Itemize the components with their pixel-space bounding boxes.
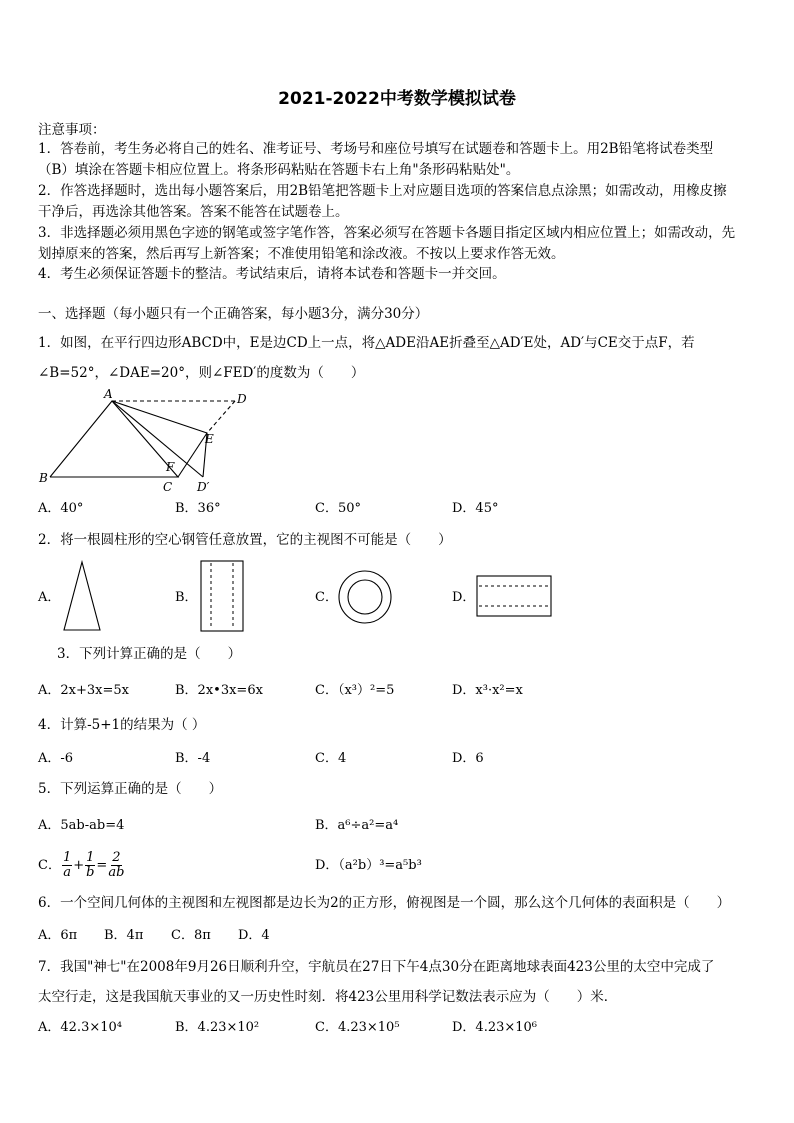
fraction: $\frac{1}{a}$ [62,849,72,880]
question-7-stem: 7．我国"神七"在2008年9月26日顺利升空，宇航员在27日下午4点30分在距离地球表面423公里的太空中完成了 [38,959,715,975]
q6-option-a[interactable]: A．6π [38,928,78,943]
q6-option-c[interactable]: C．8π [171,928,211,943]
label-F: F [166,460,175,474]
notice-line: 干净后，再选涂其他答案。答案不能答在试题卷上。 [38,204,349,220]
equals-sign: = [96,857,108,873]
q1-option-d[interactable]: D．45° [452,501,499,516]
label-A: A [104,387,113,401]
q5-option-b[interactable]: B．a⁶÷a²=a⁴ [315,818,399,833]
section-heading: 一、选择题（每小题只有一个正确答案，每小题3分，满分30分） [38,306,429,322]
q7-option-c[interactable]: C．4.23×10⁵ [315,1020,400,1035]
q1-option-c[interactable]: C．50° [315,501,361,516]
q7-option-d[interactable]: D．4.23×10⁶ [452,1020,538,1035]
q2-option-b[interactable]: B． [175,590,198,605]
q7-option-a[interactable]: A．42.3×10⁴ [38,1020,122,1035]
q4-option-b[interactable]: B．-4 [175,751,211,766]
page-title: 2021-2022中考数学模拟试卷 [278,89,516,109]
notice-line: 划掉原来的答案，然后再写上新答案；不准使用铅笔和涂改液。不按以上要求作答无效。 [38,246,565,262]
question-6-stem: 6．一个空间几何体的主视图和左视图都是边长为2的正方形，俯视图是一个圆，那么这个几何体的表面积是（ ） [38,895,731,911]
question-4-stem: 4．计算-5+1的结果为（ ） [38,717,206,733]
rectangle-dashed-view-icon [199,559,245,633]
q5-option-c-label: C． [38,857,61,873]
notice-line: 1．答卷前，考生务必将自己的姓名、准考证号、考场号和座位号填写在试题卷和答题卡上。用2B铅笔将试卷类型 [38,141,714,157]
notice-line: 3．非选择题必须用黑色字迹的钢笔或签字笔作答，答案必须写在答题卡各题目指定区域内相应位置上；如需改动，先 [38,225,736,241]
q1-option-a[interactable]: A．40° [38,501,84,516]
q1-option-b[interactable]: B．36° [175,501,221,516]
notice-heading: 注意事项： [38,122,106,138]
question-7-stem: 太空行走，这是我国航天事业的又一历史性时刻．将423公里用科学记数法表示应为（ ）米． [38,989,618,1005]
q3-option-c[interactable]: C．（x³）²=5 [315,683,395,698]
label-E: E [205,432,214,446]
fraction: $\frac{1}{b}$ [86,849,95,880]
q2-option-d[interactable]: D． [452,590,476,605]
fraction: $\frac{2}{ab}$ [108,849,125,880]
q5-option-d[interactable]: D．（a²b）³=a⁵b³ [315,858,422,873]
label-D: D [237,392,247,406]
label-C: C [163,480,173,494]
q5-option-c[interactable] [38,848,125,882]
question-1-stem: 1．如图，在平行四边形ABCD中，E是边CD上一点，将△ADE沿AE折叠至△AD′E处，AD′与CE交于点F，若 [38,335,695,351]
question-5-stem: 5．下列运算正确的是（ ） [38,781,223,797]
q7-option-b[interactable]: B．4.23×10² [175,1020,260,1035]
q3-option-b[interactable]: B．2x•3x=6x [175,683,263,698]
question-1-stem: ∠B=52°，∠DAE=20°，则∠FED′的度数为（ ） [38,365,365,381]
notice-line: 2．作答选择题时，选出每小题答案后，用2B铅笔把答题卡上对应题目选项的答案信息点涂黑；如需改动，用橡皮擦 [38,183,727,199]
horizontal-rectangle-dashed-view-icon [475,574,553,618]
q2-option-c[interactable]: C． [315,590,338,605]
label-B: B [39,471,48,485]
plus-sign: + [73,857,85,873]
q3-option-a[interactable]: A．2x+3x=5x [38,683,129,698]
q2-option-a[interactable]: A． [38,590,61,605]
q3-option-d[interactable]: D．x³·x²=x [452,683,523,698]
question-3-stem: 3．下列计算正确的是（ ） [57,646,242,662]
q4-option-d[interactable]: D．6 [452,751,484,766]
question-2-stem: 2．将一根圆柱形的空心钢管任意放置，它的主视图不可能是（ ） [38,532,452,548]
parallelogram-figure [35,385,265,495]
q4-option-c[interactable]: C．4 [315,751,347,766]
q6-option-b[interactable]: B．4π [104,928,144,943]
q4-option-a[interactable]: A．-6 [38,751,74,766]
concentric-circles-view-icon [337,569,393,625]
q5-option-a[interactable]: A．5ab-ab=4 [38,818,125,833]
q6-option-d[interactable]: D．4 [238,928,270,943]
notice-line: 4．考生必须保证答题卡的整洁。考试结束后，请将本试卷和答题卡一并交回。 [38,266,506,282]
label-D-prime: D′ [197,480,210,494]
triangle-view-icon [62,560,102,632]
notice-line: （B）填涂在答题卡相应位置上。将条形码粘贴在答题卡右上角"条形码粘贴处"。 [38,162,520,178]
